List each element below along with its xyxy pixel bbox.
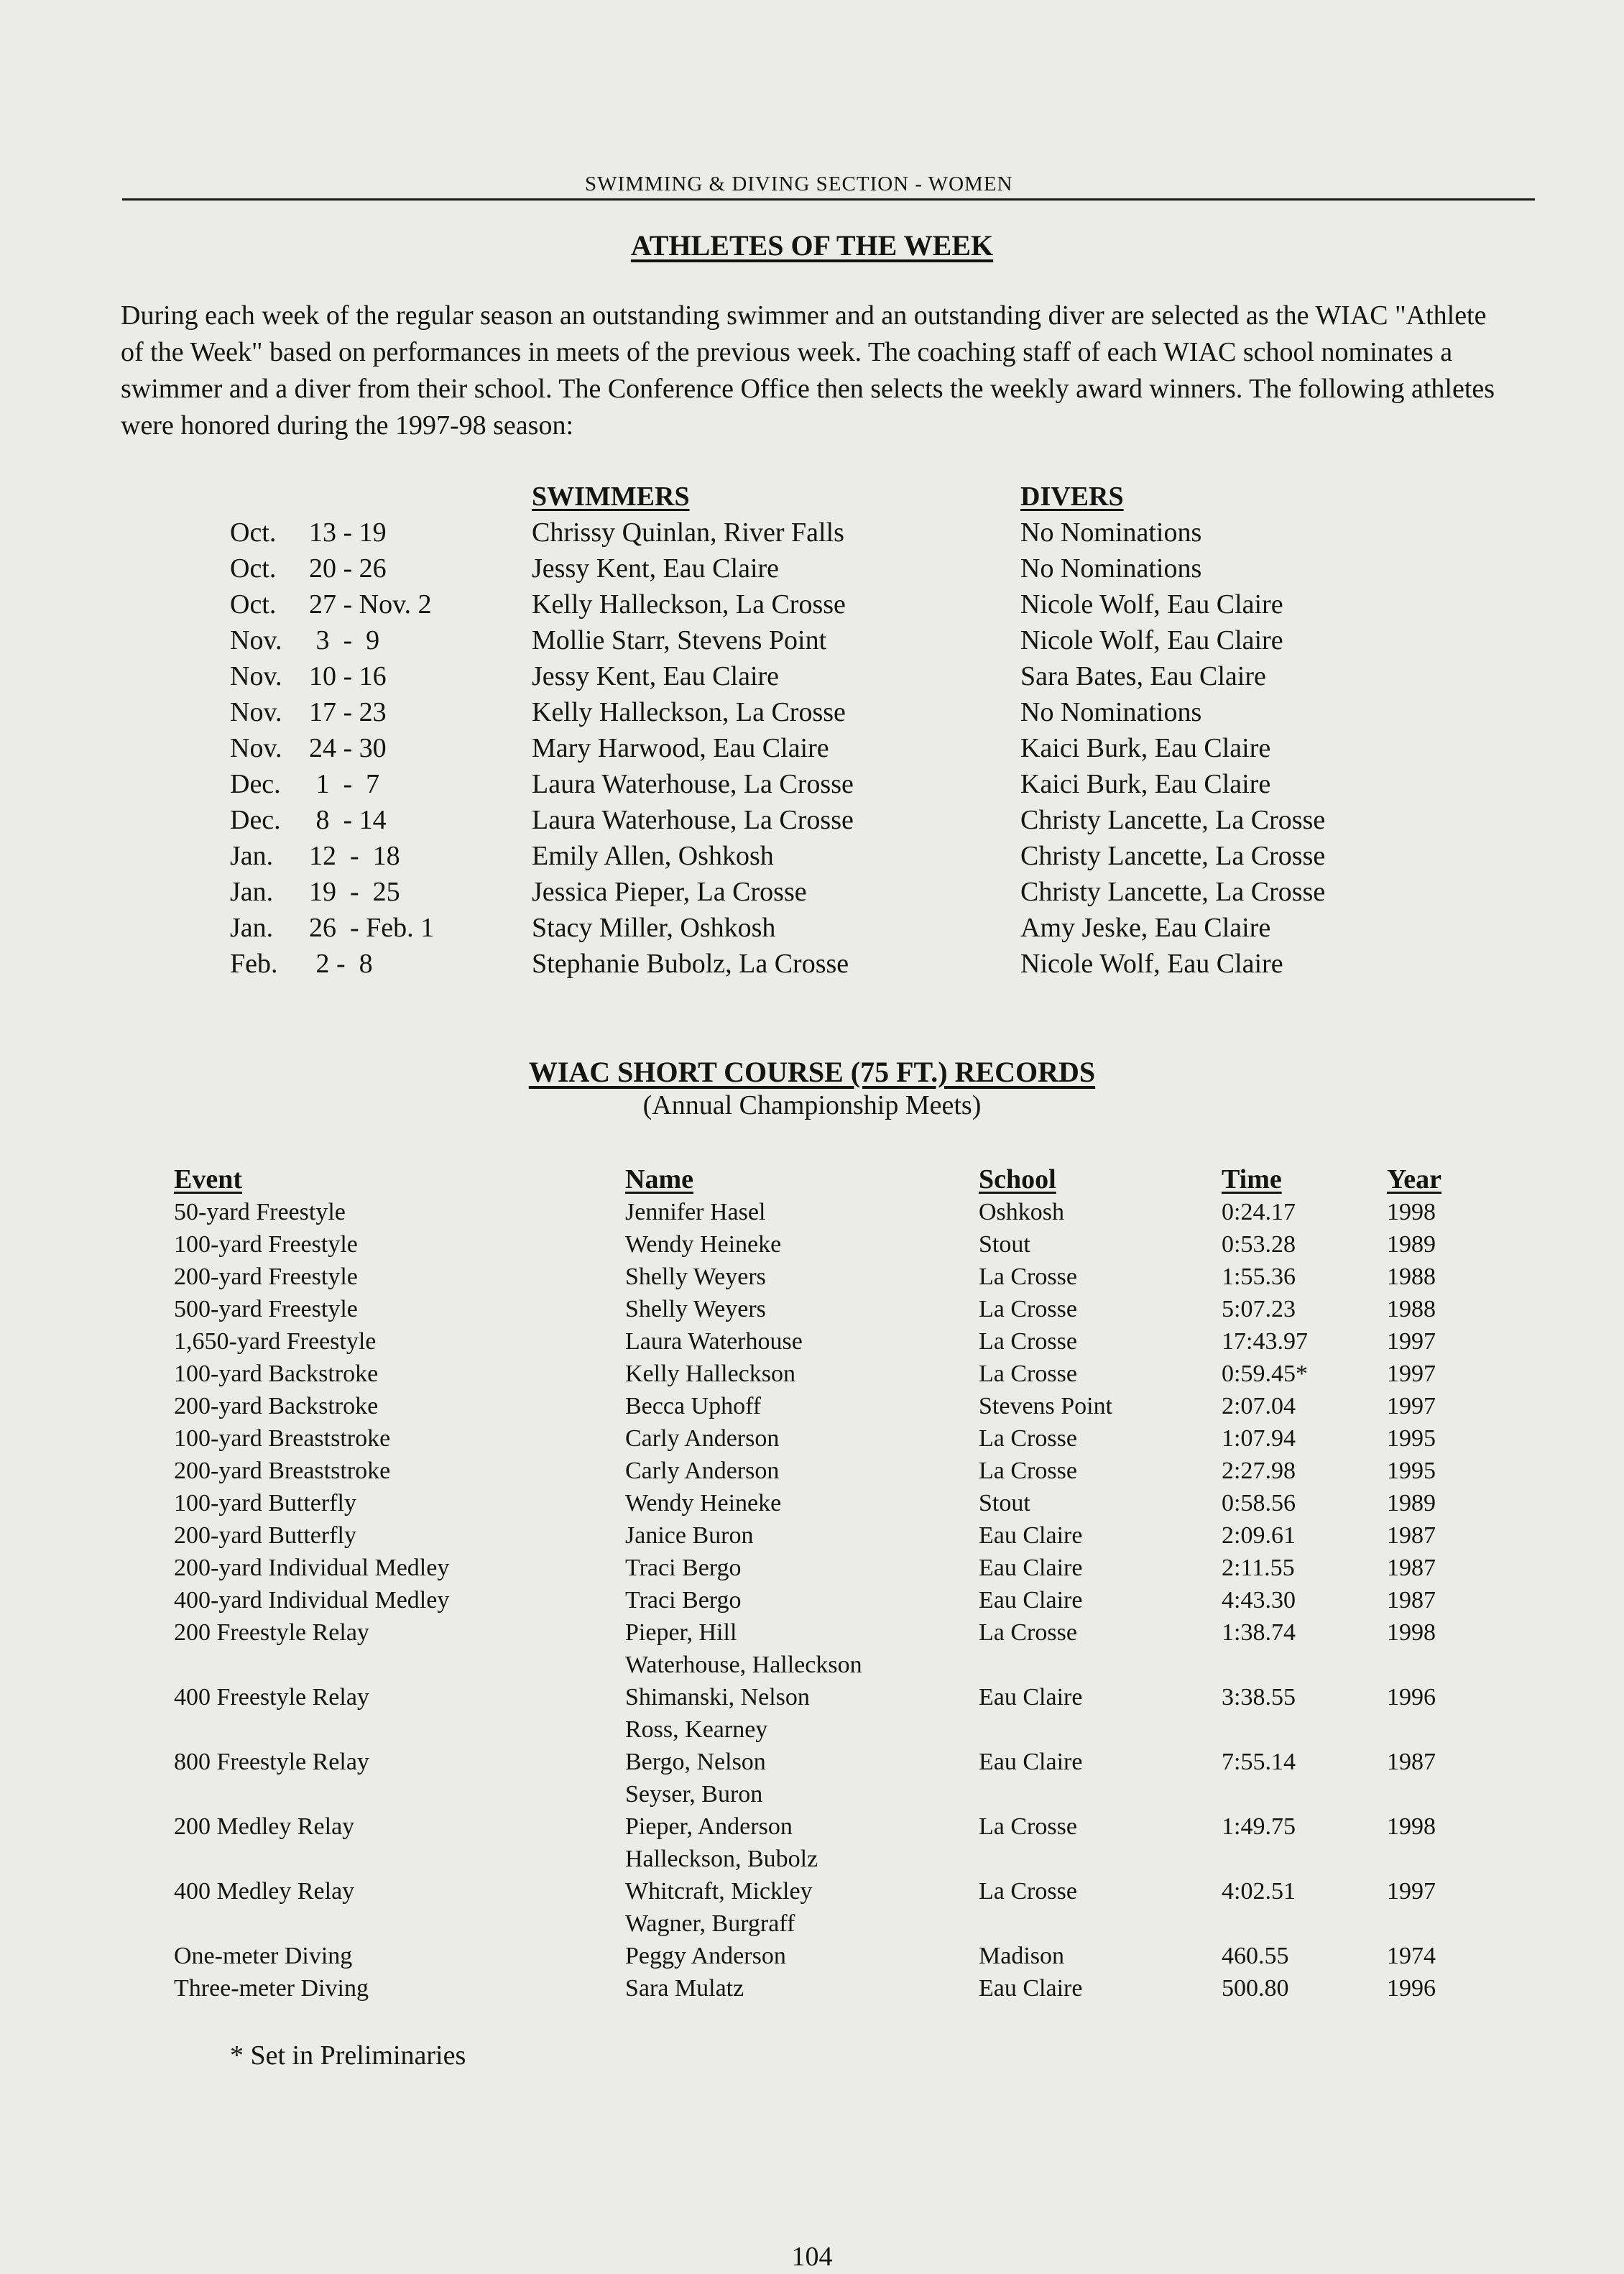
record-event: 400 Medley Relay xyxy=(174,1878,355,1905)
record-name: Laura Waterhouse xyxy=(625,1328,803,1355)
record-event: 100-yard Backstroke xyxy=(174,1361,379,1387)
record-year: 1987 xyxy=(1387,1555,1436,1581)
record-year: 1989 xyxy=(1387,1231,1436,1258)
record-name: Ross, Kearney xyxy=(625,1716,768,1743)
record-time xyxy=(1222,1713,1365,1746)
record-time: 2:09.61 xyxy=(1222,1522,1296,1549)
record-school xyxy=(979,1649,1209,1681)
record-year: 1987 xyxy=(1387,1587,1436,1614)
record-year xyxy=(1387,1778,1487,1810)
record-time: 3:38.55 xyxy=(1222,1684,1296,1711)
record-school: Stout xyxy=(979,1490,1030,1516)
week-month: Jan. xyxy=(230,877,274,907)
record-event: 800 Freestyle Relay xyxy=(174,1749,369,1775)
record-school: La Crosse xyxy=(979,1263,1077,1290)
weeks-column xyxy=(230,515,517,982)
record-school: Madison xyxy=(979,1943,1064,1969)
record-name: Wendy Heineke xyxy=(625,1490,782,1516)
intro-paragraph: During each week of the regular season an outstanding swimmer and an outstanding diver are selected as the WIAC "Athlete of the Week" based on performances in meets of the previous week. The coaching staff of each WIAC school nominates a swimmer and a diver from their school. The Conference Office then selects the weekly award winners. The following athletes were honored during the 1997-98 season: xyxy=(121,300,1495,441)
divers-column xyxy=(1020,479,1480,982)
record-name: Waterhouse, Halleckson xyxy=(625,1652,862,1678)
page-number: 104 xyxy=(791,2242,833,2272)
record-school: Stevens Point xyxy=(979,1393,1113,1419)
week-date xyxy=(230,802,517,838)
record-school: La Crosse xyxy=(979,1878,1077,1905)
swimmer-name: Mary Harwood, Eau Claire xyxy=(532,733,829,763)
record-time: 7:55.14 xyxy=(1222,1749,1296,1775)
record-time: 0:58.56 xyxy=(1222,1490,1296,1516)
diver-name: No Nominations xyxy=(1020,553,1202,584)
record-year: 1989 xyxy=(1387,1490,1436,1516)
record-name: Pieper, Anderson xyxy=(625,1813,793,1840)
record-event xyxy=(174,1778,605,1810)
school-column xyxy=(979,1164,1209,2004)
record-school: La Crosse xyxy=(979,1328,1077,1355)
record-time: 460.55 xyxy=(1222,1943,1289,1969)
record-name: Sara Mulatz xyxy=(625,1975,744,2002)
record-event: 100-yard Breaststroke xyxy=(174,1425,391,1452)
swimmer-name: Stephanie Bubolz, La Crosse xyxy=(532,949,849,979)
record-name: Bergo, Nelson xyxy=(625,1749,766,1775)
record-school: La Crosse xyxy=(979,1813,1077,1840)
record-school: Stout xyxy=(979,1231,1030,1258)
record-year: 1996 xyxy=(1387,1975,1436,2002)
record-school: Eau Claire xyxy=(979,1975,1083,2002)
diver-name: Nicole Wolf, Eau Claire xyxy=(1020,625,1283,655)
week-month: Nov. xyxy=(230,733,282,763)
diver-name: Christy Lancette, La Crosse xyxy=(1020,877,1326,907)
record-event: 500-yard Freestyle xyxy=(174,1296,358,1322)
week-range: 10 - 16 xyxy=(309,661,387,691)
record-year: 1998 xyxy=(1387,1813,1436,1840)
record-event xyxy=(174,1713,605,1746)
record-event: 200-yard Freestyle xyxy=(174,1263,358,1290)
record-time: 500.80 xyxy=(1222,1975,1289,2002)
record-event: 100-yard Butterfly xyxy=(174,1490,356,1516)
record-name: Carly Anderson xyxy=(625,1458,780,1484)
week-date xyxy=(230,658,517,694)
records-title: WIAC SHORT COURSE (75 FT.) RECORDS xyxy=(528,1056,1096,1088)
week-month: Oct. xyxy=(230,517,277,548)
record-time: 5:07.23 xyxy=(1222,1296,1296,1322)
record-time: 1:49.75 xyxy=(1222,1813,1296,1840)
diver-name: No Nominations xyxy=(1020,517,1202,548)
record-time: 1:38.74 xyxy=(1222,1619,1296,1646)
record-time: 4:02.51 xyxy=(1222,1878,1296,1905)
week-month: Feb. xyxy=(230,949,278,979)
record-name: Jennifer Hasel xyxy=(625,1199,766,1225)
event-column xyxy=(174,1164,605,2004)
record-time: 1:07.94 xyxy=(1222,1425,1296,1452)
swimmer-name: Laura Waterhouse, La Crosse xyxy=(532,805,854,835)
week-range: 1 - 7 xyxy=(309,769,380,799)
week-range: 26 - Feb. 1 xyxy=(309,913,435,943)
record-event: Three-meter Diving xyxy=(174,1975,369,2002)
record-event: 200 Medley Relay xyxy=(174,1813,355,1840)
record-event: 50-yard Freestyle xyxy=(174,1199,346,1225)
record-name: Becca Uphoff xyxy=(625,1393,762,1419)
record-name: Carly Anderson xyxy=(625,1425,780,1452)
week-month: Jan. xyxy=(230,913,274,943)
time-header: Time xyxy=(1222,1164,1282,1194)
week-month: Dec. xyxy=(230,805,281,835)
record-event: 200-yard Individual Medley xyxy=(174,1555,450,1581)
record-time: 0:24.17 xyxy=(1222,1199,1296,1225)
year-header: Year xyxy=(1387,1164,1441,1194)
diver-name: Nicole Wolf, Eau Claire xyxy=(1020,949,1283,979)
record-event xyxy=(174,1843,605,1875)
record-time xyxy=(1222,1649,1365,1681)
record-school: Eau Claire xyxy=(979,1684,1083,1711)
record-event: One-meter Diving xyxy=(174,1943,353,1969)
record-year: 1997 xyxy=(1387,1328,1436,1355)
record-time: 2:11.55 xyxy=(1222,1555,1295,1581)
record-year: 1996 xyxy=(1387,1684,1436,1711)
week-date xyxy=(230,551,517,586)
section-label: SWIMMING & DIVING SECTION - WOMEN xyxy=(585,172,1013,195)
week-date xyxy=(230,694,517,730)
week-date xyxy=(230,766,517,802)
record-year: 1988 xyxy=(1387,1263,1436,1290)
record-name: Pieper, Hill xyxy=(625,1619,737,1646)
record-year: 1997 xyxy=(1387,1393,1436,1419)
record-year: 1987 xyxy=(1387,1522,1436,1549)
name-column xyxy=(625,1164,970,2004)
record-year: 1974 xyxy=(1387,1943,1436,1969)
record-year xyxy=(1387,1713,1487,1746)
swimmer-name: Emily Allen, Oshkosh xyxy=(532,841,774,871)
swimmer-name: Jessy Kent, Eau Claire xyxy=(532,553,780,584)
swimmer-name: Laura Waterhouse, La Crosse xyxy=(532,769,854,799)
diver-name: Nicole Wolf, Eau Claire xyxy=(1020,589,1283,620)
record-school: La Crosse xyxy=(979,1458,1077,1484)
record-school xyxy=(979,1907,1209,1940)
week-range: 17 - 23 xyxy=(309,697,387,727)
record-year xyxy=(1387,1843,1487,1875)
record-time xyxy=(1222,1778,1365,1810)
diver-name: Kaici Burk, Eau Claire xyxy=(1020,769,1271,799)
week-month: Nov. xyxy=(230,625,282,655)
record-time: 4:43.30 xyxy=(1222,1587,1296,1614)
record-time xyxy=(1222,1843,1365,1875)
record-school xyxy=(979,1778,1209,1810)
record-name: Peggy Anderson xyxy=(625,1943,786,1969)
record-school xyxy=(979,1713,1209,1746)
record-school: Eau Claire xyxy=(979,1749,1083,1775)
record-year: 1987 xyxy=(1387,1749,1436,1775)
school-header: School xyxy=(979,1164,1056,1194)
swimmer-name: Mollie Starr, Stevens Point xyxy=(532,625,827,655)
record-event: 200-yard Breaststroke xyxy=(174,1458,391,1484)
aotw-title: ATHLETES OF THE WEEK xyxy=(630,229,994,262)
time-column xyxy=(1222,1164,1365,2004)
record-event: 400-yard Individual Medley xyxy=(174,1587,450,1614)
swimmer-name: Kelly Halleckson, La Crosse xyxy=(532,589,846,620)
divers-header: DIVERS xyxy=(1020,482,1124,512)
record-school xyxy=(979,1843,1209,1875)
record-event: 200 Freestyle Relay xyxy=(174,1619,369,1646)
record-year: 1998 xyxy=(1387,1619,1436,1646)
week-month: Nov. xyxy=(230,661,282,691)
week-month: Nov. xyxy=(230,697,282,727)
week-range: 12 - 18 xyxy=(309,841,400,871)
week-month: Oct. xyxy=(230,553,277,584)
week-date xyxy=(230,838,517,874)
week-range: 8 - 14 xyxy=(309,805,387,835)
record-school: La Crosse xyxy=(979,1361,1077,1387)
record-name: Shelly Weyers xyxy=(625,1263,766,1290)
record-time: 2:07.04 xyxy=(1222,1393,1296,1419)
week-range: 2 - 8 xyxy=(309,949,373,979)
record-event: 100-yard Freestyle xyxy=(174,1231,358,1258)
record-school: La Crosse xyxy=(979,1425,1077,1452)
week-range: 3 - 9 xyxy=(309,625,380,655)
record-school: Eau Claire xyxy=(979,1555,1083,1581)
record-year xyxy=(1387,1649,1487,1681)
record-school: Oshkosh xyxy=(979,1199,1065,1225)
week-date xyxy=(230,622,517,658)
records-subtitle: (Annual Championship Meets) xyxy=(642,1090,982,1120)
records-footnote: * Set in Preliminaries xyxy=(230,2040,466,2071)
record-name: Wendy Heineke xyxy=(625,1231,782,1258)
swimmers-header: SWIMMERS xyxy=(532,482,690,512)
swimmer-name: Kelly Halleckson, La Crosse xyxy=(532,697,846,727)
week-range: 27 - Nov. 2 xyxy=(309,589,432,620)
record-name: Traci Bergo xyxy=(625,1587,742,1614)
record-time: 17:43.97 xyxy=(1222,1328,1308,1355)
record-year: 1997 xyxy=(1387,1361,1436,1387)
swimmers-column xyxy=(532,479,992,982)
record-year: 1988 xyxy=(1387,1296,1436,1322)
record-year xyxy=(1387,1907,1487,1940)
diver-name: Sara Bates, Eau Claire xyxy=(1020,661,1266,691)
diver-name: Christy Lancette, La Crosse xyxy=(1020,805,1326,835)
record-name: Halleckson, Bubolz xyxy=(625,1846,818,1872)
diver-name: Christy Lancette, La Crosse xyxy=(1020,841,1326,871)
week-date xyxy=(230,910,517,946)
record-event: 1,650-yard Freestyle xyxy=(174,1328,377,1355)
record-name: Shimanski, Nelson xyxy=(625,1684,810,1711)
running-header xyxy=(122,172,1535,201)
week-date xyxy=(230,730,517,766)
week-date xyxy=(230,874,517,910)
week-month: Dec. xyxy=(230,769,281,799)
swimmer-name: Chrissy Quinlan, River Falls xyxy=(532,517,844,548)
record-time: 1:55.36 xyxy=(1222,1263,1296,1290)
record-school: Eau Claire xyxy=(979,1587,1083,1614)
week-range: 20 - 26 xyxy=(309,553,387,584)
diver-name: Kaici Burk, Eau Claire xyxy=(1020,733,1271,763)
diver-name: Amy Jeske, Eau Claire xyxy=(1020,913,1271,943)
record-event xyxy=(174,1649,605,1681)
record-school: La Crosse xyxy=(979,1296,1077,1322)
record-time xyxy=(1222,1907,1365,1940)
swimmer-name: Jessica Pieper, La Crosse xyxy=(532,877,807,907)
record-time: 0:59.45* xyxy=(1222,1361,1308,1387)
record-event: 200-yard Butterfly xyxy=(174,1522,356,1549)
record-name: Kelly Halleckson xyxy=(625,1361,795,1387)
week-date xyxy=(230,586,517,622)
record-school: La Crosse xyxy=(979,1619,1077,1646)
record-event: 400 Freestyle Relay xyxy=(174,1684,369,1711)
record-event: 200-yard Backstroke xyxy=(174,1393,379,1419)
swimmer-name: Jessy Kent, Eau Claire xyxy=(532,661,780,691)
record-time: 0:53.28 xyxy=(1222,1231,1296,1258)
record-year: 1998 xyxy=(1387,1199,1436,1225)
name-header: Name xyxy=(625,1164,693,1194)
diver-name: No Nominations xyxy=(1020,697,1202,727)
record-name: Traci Bergo xyxy=(625,1555,742,1581)
record-year: 1997 xyxy=(1387,1878,1436,1905)
week-date xyxy=(230,946,517,982)
record-school: Eau Claire xyxy=(979,1522,1083,1549)
record-year: 1995 xyxy=(1387,1425,1436,1452)
swimmer-name: Stacy Miller, Oshkosh xyxy=(532,913,776,943)
record-time: 2:27.98 xyxy=(1222,1458,1296,1484)
week-range: 13 - 19 xyxy=(309,517,387,548)
record-name: Seyser, Buron xyxy=(625,1781,763,1808)
week-range: 19 - 25 xyxy=(309,877,400,907)
aotw-intro xyxy=(121,298,1508,444)
record-name: Janice Buron xyxy=(625,1522,754,1549)
record-name: Shelly Weyers xyxy=(625,1296,766,1322)
week-month: Jan. xyxy=(230,841,274,871)
record-name: Wagner, Burgraff xyxy=(625,1910,795,1937)
week-date xyxy=(230,515,517,551)
year-column xyxy=(1387,1164,1487,2004)
event-header: Event xyxy=(174,1164,242,1194)
record-name: Whitcraft, Mickley xyxy=(625,1878,813,1905)
week-month: Oct. xyxy=(230,589,277,620)
record-event xyxy=(174,1907,605,1940)
record-year: 1995 xyxy=(1387,1458,1436,1484)
week-range: 24 - 30 xyxy=(309,733,387,763)
